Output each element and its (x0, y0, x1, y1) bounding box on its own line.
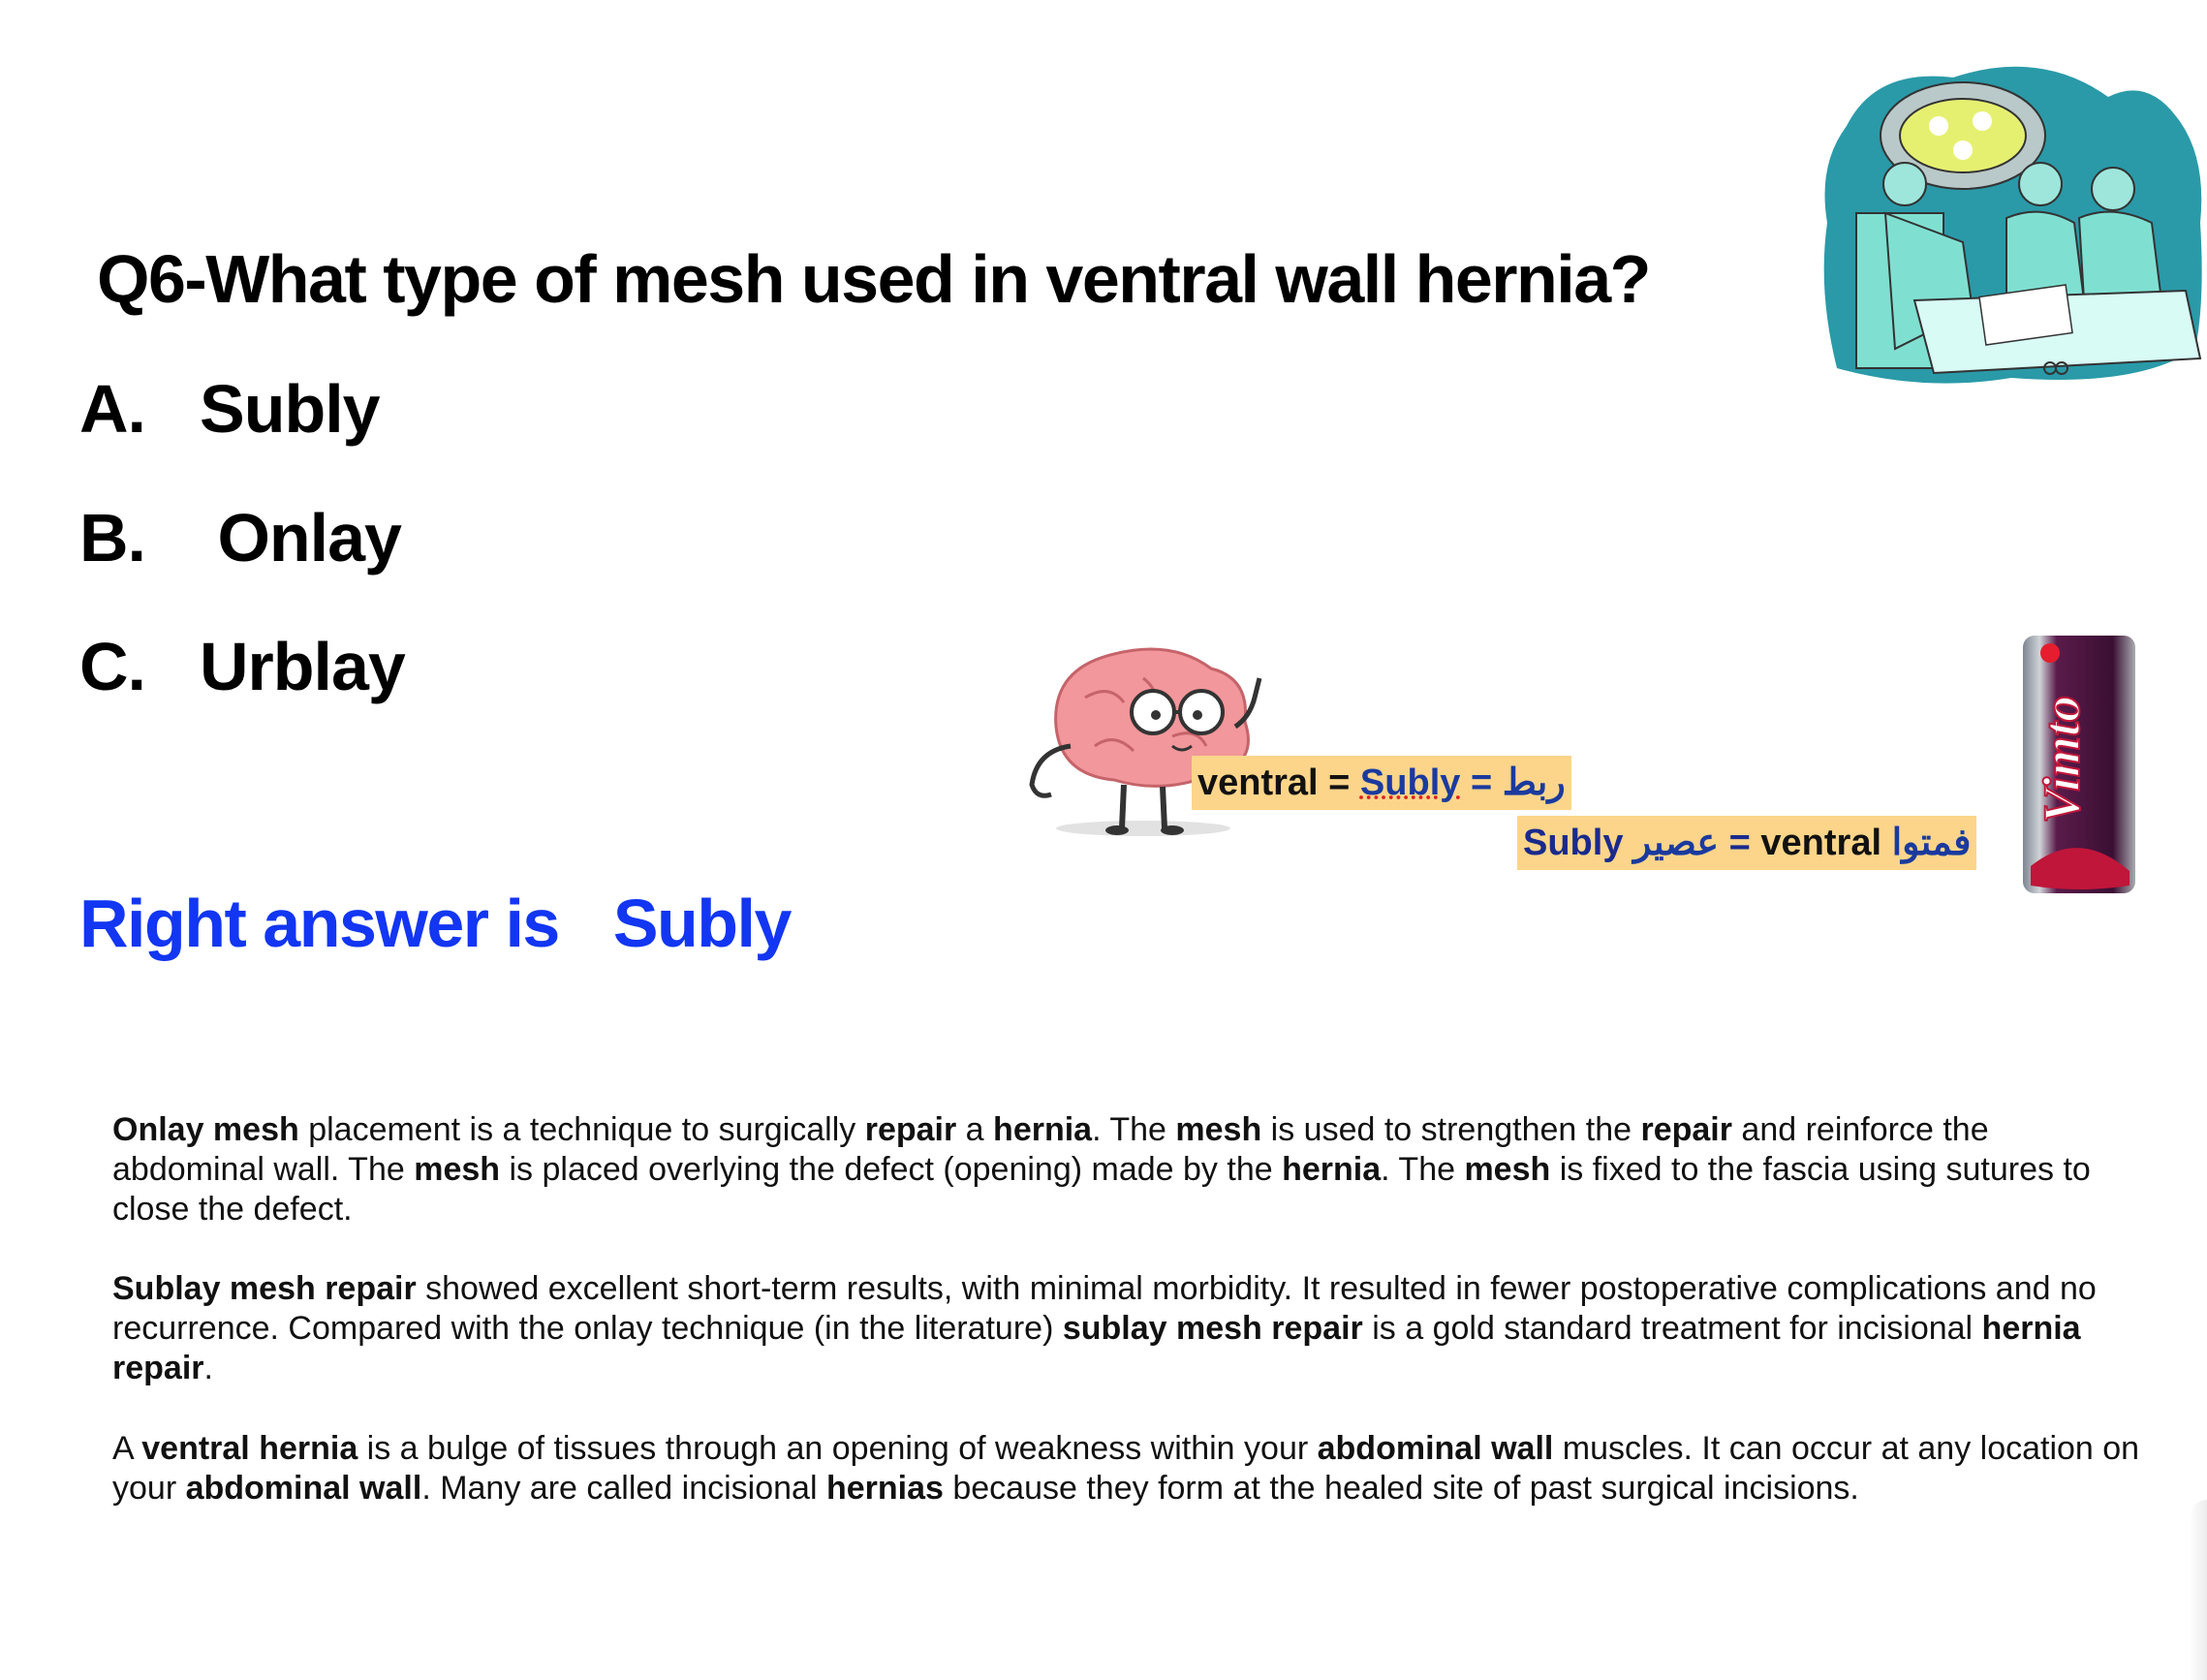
text-run: and reinforce the abdominal wall. The (112, 1111, 1989, 1188)
text-run: because they form at the healed site of past surgical incisions. (943, 1470, 1859, 1507)
bold-term: hernia (993, 1111, 1093, 1148)
bold-term: abdominal wall (1317, 1430, 1554, 1467)
text-run: is a bulge of tissues through an opening of weakness within your (357, 1430, 1318, 1467)
explanation-onlay (112, 1110, 2147, 1229)
option-text: Urblay (200, 629, 405, 704)
text-run: is placed overlying the defect (opening) made by the (500, 1151, 1283, 1188)
text-run: showed excellent short-term results, with minimal morbidity. It resulted in fewer postoperative complications and no recurrence. Compared with the onlay technique (in the literature) (112, 1270, 2097, 1347)
mnemonic-english: ventral = (1197, 762, 1360, 803)
bold-term: mesh (1464, 1151, 1551, 1188)
question-title: Q6-What type of mesh used in ventral wall hernia? (97, 241, 1650, 317)
explanation-sublay (112, 1269, 2147, 1388)
option-text: Subly (200, 371, 380, 447)
mnemonic-equals: = (1460, 762, 1503, 803)
option-letter: B. (79, 500, 145, 576)
text-run: . Many are called incisional (421, 1470, 826, 1507)
option-b (79, 499, 401, 576)
bold-term: sublay mesh repair (1062, 1310, 1363, 1347)
bold-term: ventral hernia (141, 1430, 358, 1467)
bold-term: mesh (414, 1151, 501, 1188)
text-run: A (112, 1430, 142, 1467)
mnemonic-line-2 (1517, 816, 1976, 870)
text-run: muscles. It can occur at any location on your (112, 1430, 2140, 1507)
vimto-brand: Vimto (2033, 695, 2091, 824)
bold-term: repair (864, 1111, 957, 1148)
text-run: . The (1381, 1151, 1465, 1188)
option-letter: A. (79, 371, 145, 447)
mnemonic-equals: = (1719, 823, 1761, 863)
bold-term: repair (1640, 1111, 1732, 1148)
text-run: is used to strengthen the (1261, 1111, 1641, 1148)
bold-term: Sublay mesh repair (112, 1270, 417, 1307)
bold-term: abdominal wall (185, 1470, 422, 1507)
answer-value: Subly (612, 886, 791, 961)
bold-term: hernia repair (112, 1310, 2081, 1386)
text-run: . (203, 1350, 213, 1386)
mnemonic-arabic: عصير (1633, 823, 1720, 863)
right-answer (79, 885, 791, 962)
mnemonic-arabic: ربط (1502, 762, 1566, 803)
mnemonic-arabic: فمتوا (1891, 823, 1972, 863)
text-run: . The (1092, 1111, 1176, 1148)
bold-term: hernia (1282, 1151, 1382, 1188)
option-letter: C. (79, 629, 145, 704)
option-text: Onlay (217, 500, 401, 576)
option-c (79, 628, 405, 705)
mnemonic-subly-link[interactable]: Subly (1359, 762, 1461, 803)
page-edge-shadow (2190, 1500, 2207, 1680)
surgery-illustration (1818, 58, 2207, 403)
text-run: is fixed to the fascia using sutures to close the defect. (112, 1151, 2091, 1228)
bold-term: mesh (1175, 1111, 1262, 1148)
text-run: placement is a technique to surgically (298, 1111, 865, 1148)
vimto-can-illustration (2021, 634, 2137, 895)
explanation-ventral-hernia (112, 1429, 2147, 1509)
mnemonic-line-1 (1192, 756, 1571, 810)
mnemonic-english: Subly (1523, 823, 1634, 863)
bold-term: Onlay mesh (112, 1111, 299, 1148)
option-a (79, 370, 380, 448)
answer-label: Right answer is (79, 886, 559, 961)
text-run: a (956, 1111, 994, 1148)
mnemonic-english: ventral (1760, 823, 1892, 863)
text-run: is a gold standard treatment for incisional (1362, 1310, 1982, 1347)
brain-mascot-illustration (1017, 639, 1308, 843)
bold-term: hernias (825, 1470, 944, 1507)
